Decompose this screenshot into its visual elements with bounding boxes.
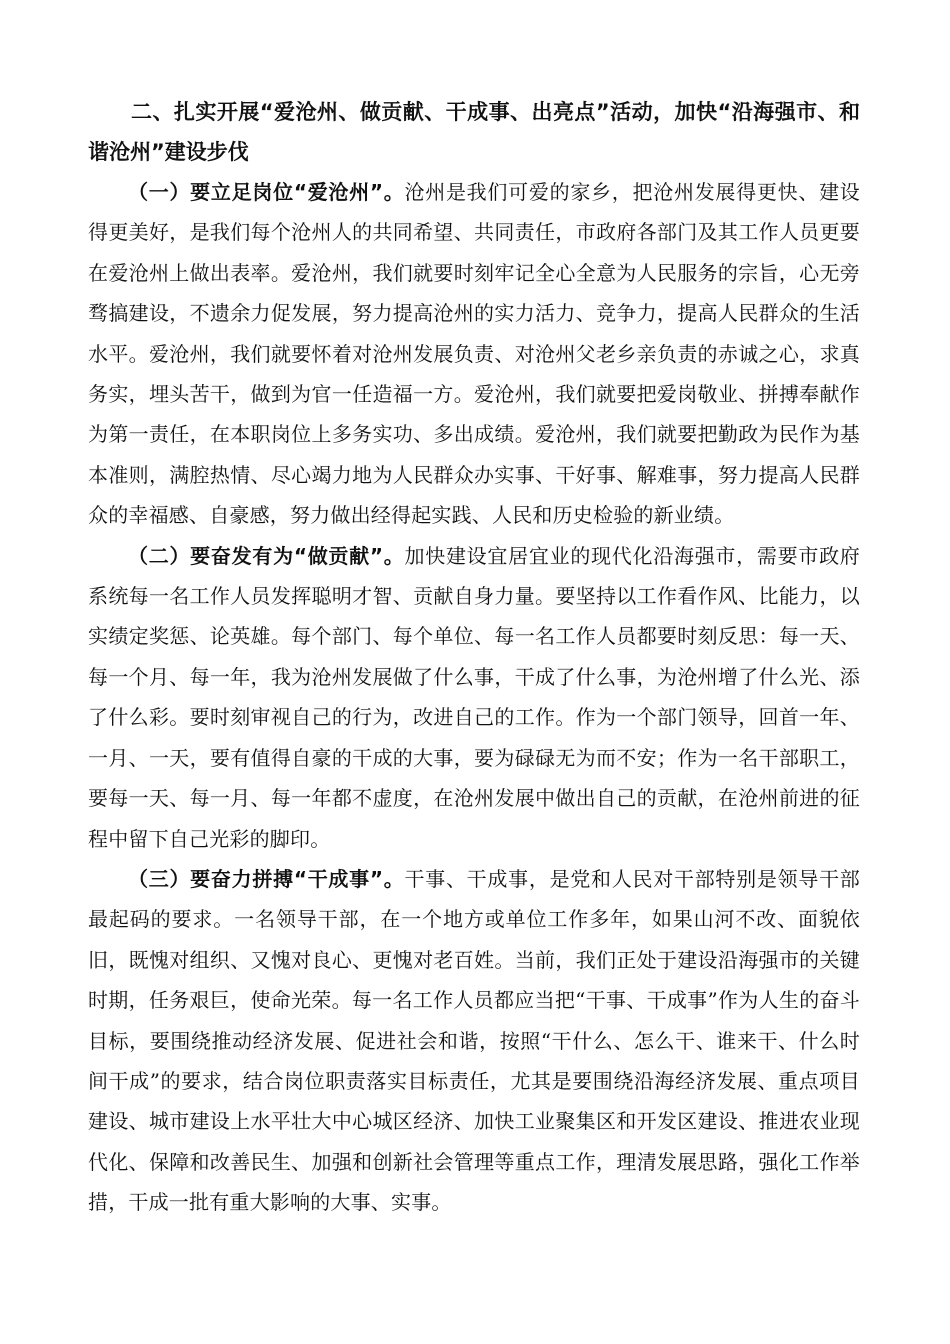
paragraph-body: 沧州是我们可爱的家乡，把沧州发展得更快、建设得更美好，是我们每个沧州人的共同希望、共同责任，市政府各部门及其工作人员更要在爱沧州上做出表率。爱沧州，我们就要时刻牢记全心全意为人民服务的宗旨，心无旁骛搞建设，不遗余力促发展，努力提高沧州的实力活力、竞争力，提高人民群众的生活水平。爱沧州，我们就要怀着对沧州发展负责、对沧州父老乡亲负责的赤诚之心，求真务实，埋头苦干，做到为官一任造福一方。爱沧州，我们就要把爱岗敬业、拼搏奉献作为第一责任，在本职岗位上多务实功、多出成绩。爱沧州，我们就要把勤政为民作为基本准则，满腔热情、尽心竭力地为人民群众办实事、干好事、解难事，努力提高人民群众的幸福感、自豪感，努力做出经得起实践、人民和历史检验的新业绩。 (88, 180, 860, 528)
paragraph-lead: （三）要奋力拼搏“干成事”。 (128, 866, 405, 891)
paragraph-get-things-done (88, 859, 860, 1223)
paragraph-lead: （二）要奋发有为“做贡献”。 (128, 543, 405, 568)
section-heading: 二、扎实开展“爱沧州、做贡献、干成事、出亮点”活动，加快“沿海强市、和谐沧州”建设步伐 (88, 100, 860, 164)
paragraph-contribute (88, 536, 860, 859)
paragraph-lead: （一）要立足岗位“爱沧州”。 (128, 180, 405, 204)
document-page (88, 92, 860, 1223)
paragraph-body: 加快建设宜居宜业的现代化沿海强市，需要市政府系统每一名工作人员发挥聪明才智、贡献自身力量。要坚持以工作看作风、比能力，以实绩定奖惩、论英雄。每个部门、每个单位、每一名工作人员都要时刻反思：每一天、每一个月、每一年，我为沧州发展做了什么事，干成了什么事，为沧州增了什么光、添了什么彩。要时刻审视自己的行为，改进自己的工作。作为一个部门领导，回首一年、一月、一天，要有值得自豪的干成的大事，要为碌碌无为而不安；作为一名干部职工，要每一天、每一月、每一年都不虚度，在沧州发展中做出自己的贡献，在沧州前进的征程中留下自己光彩的脚印。 (88, 543, 860, 851)
paragraph-body: 干事、干成事，是党和人民对干部特别是领导干部最起码的要求。一名领导干部，在一个地方或单位工作多年，如果山河不改、面貌依旧，既愧对组织、又愧对良心、更愧对老百姓。当前，我们正处于建设沿海强市的关键时期，任务艰巨，使命光荣。每一名工作人员都应当把“干事、干成事”作为人生的奋斗目标，要围绕推动经济发展、促进社会和谐，按照“干什么、怎么干、谁来干、什么时间干成”的要求，结合岗位职责落实目标责任，尤其是要围绕沿海经济发展、重点项目建设、城市建设上水平壮大中心城区经济、加快工业聚集区和开发区建设、推进农业现代化、保障和改善民生、加强和创新社会管理等重点工作，理清发展思路，强化工作举措，干成一批有重大影响的大事、实事。 (88, 866, 860, 1215)
paragraph-love-cangzhou (88, 172, 860, 536)
